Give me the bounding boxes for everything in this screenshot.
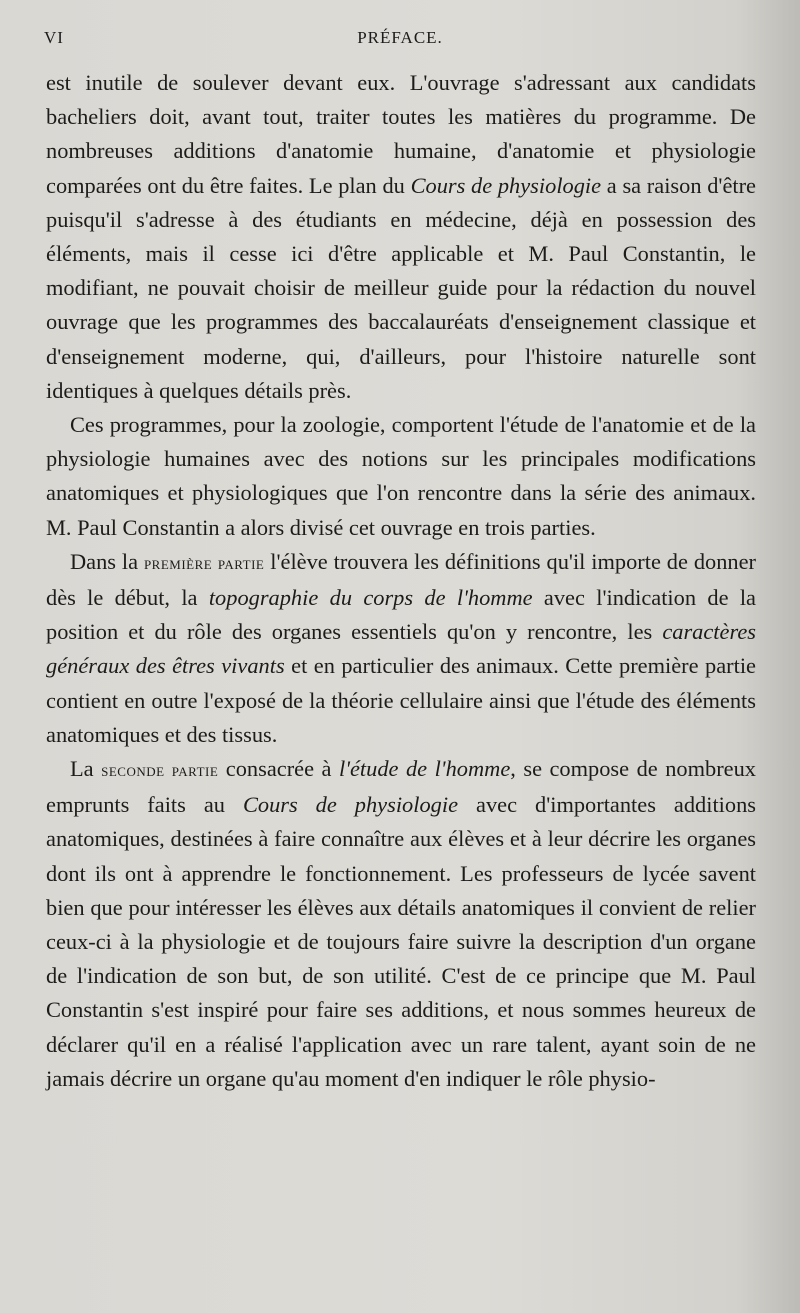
page-body (46, 66, 756, 1096)
text-run: Dans la (70, 548, 144, 574)
text-run: La (70, 756, 102, 782)
paragraph-4 (46, 752, 756, 1096)
text-run: a sa raison d'être puisqu'il s'adresse à des étudiants en médecine, déjà en possession des éléments, mais il cesse ici d'être applicable et M. Paul Constantin, le modifiant, ne pouvait choisir de meilleur guide pour la rédaction du nouvel ouvrage que les programmes des baccalauréats d'enseignement classique et d'enseignement moderne, qui, d'ailleurs, pour l'histoire naturelle sont identiques à quelques détails près. (46, 172, 757, 403)
running-title: PRÉFACE. (357, 28, 443, 47)
page-header (44, 28, 756, 58)
page-number: VI (44, 28, 64, 47)
text-run: est inutile de soulever devant eux. L'ouvrage s'adressant aux candidats bacheliers doit, avant tout, traiter toutes les matières du programme. De nombreuses additions d'anatomie humaine, d'anatomie et physiologie comparées ont du être faites. Le plan du (46, 70, 756, 198)
text-run: , se compose de nombreux emprunts faits au (46, 756, 756, 818)
italic-term: caractères généraux des êtres vivants (46, 619, 756, 679)
paragraph-2 (46, 408, 756, 545)
text-run: l'élève trouvera les définitions qu'il importe de donner dès le début, la (46, 548, 757, 611)
italic-title: Cours de physiologie (410, 172, 602, 198)
text-run: et en particulier des animaux. Cette première partie contient en outre l'exposé de la théorie cellulaire ainsi que l'étude des éléments anatomiques et des tissus. (46, 653, 756, 747)
italic-term: l'étude de l'homme (338, 756, 511, 782)
text-run: avec l'indication de la position et du rôle des organes essentiels qu'on y rencontre, les (46, 585, 756, 645)
small-caps-term: première partie (143, 552, 265, 574)
italic-title: Cours de physiologie (242, 792, 459, 818)
paragraph-1 (46, 66, 756, 408)
paragraph-3 (46, 545, 756, 752)
text-run: consacrée à (218, 756, 339, 782)
italic-term: topographie du corps de l'homme (208, 585, 533, 611)
small-caps-term: seconde partie (101, 760, 219, 782)
text-run: avec d'importantes additions anatomiques, destinées à faire connaître aux élèves et à leur décrire les organes dont ils ont à apprendre le fonctionnement. Les professeurs de lycée savent bien que pour intéresser les élèves aux détails anatomiques il convient de relier ceux-ci à la physiologie et de toujours faire suivre la description d'un organe de l'indication de son but, de son utilité. C'est de ce principe que M. Paul Constantin s'est inspiré pour faire ses additions, et nous sommes heureux de déclarer qu'il en a réalisé l'application avec un rare talent, ayant soin de ne jamais décrire un organe qu'au moment d'en indiquer le rôle physio- (46, 792, 757, 1091)
text-run: Ces programmes, pour la zoologie, comportent l'étude de l'anatomie et de la physiologie humaines avec des notions sur les principales modifications anatomiques et physiologiques que l'on rencontre dans la série des animaux. M. Paul Constantin a alors divisé cet ouvrage en trois parties. (46, 412, 756, 540)
